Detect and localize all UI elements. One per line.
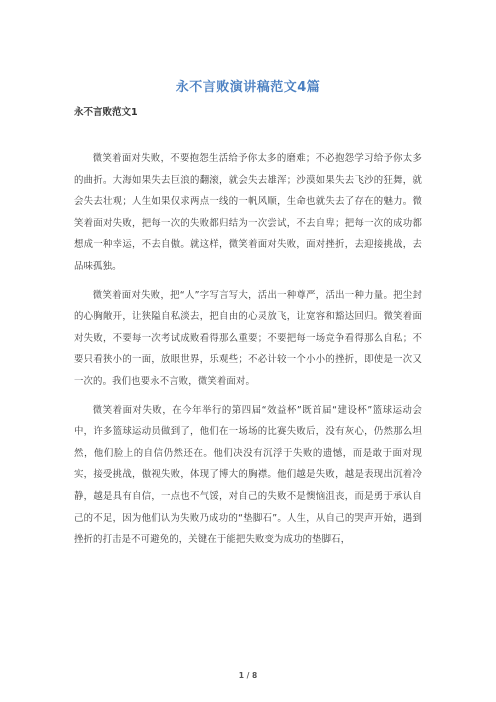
section-heading: 永不言败范文1 <box>74 107 138 118</box>
page-number: 1 / 8 <box>238 671 258 680</box>
page-title: 永不言败演讲稿范文4篇 <box>175 80 321 95</box>
document-body <box>74 148 422 551</box>
paragraph-3: 微笑着面对失败，在今年举行的第四届“效益杯”既首届“建设杯”篮球运动会中，许多篮球运动员做到了，他们在一场场的比赛失败后，没有灰心，仍然那么坦然，他们脸上的自信仍然还在。他们决没有沉浮于失败的遗憾，而是敢于面对现实，接受挑战，傲视失败，体现了博大的胸襟。他们越是失败，越是表现出沉着冷静，越是具有自信，一点也不气馁，对自己的失败不是懊恼沮丧，而是勇于承认自己的不足，因为他们认为失败乃成功的“垫脚石”。人生，从自己的哭声开始，遇到挫折的打击是不可避免的，关键在于能把失败变为成功的垫脚石， <box>74 404 422 546</box>
paragraph-1: 微笑着面对失败，不要抱怨生活给予你太多的磨难；不必抱怨学习给予你太多的曲折。大海如果失去巨浪的翻滚，就会失去雄浑；沙漠如果失去飞沙的狂舞，就会失去壮观；人生如果仅求两点一线的一帆风顺，生命也就失去了存在的魅力。微笑着面对失败，把每一次的失败都归结为一次尝试，不去自卑；把每一次的成功都想成一种幸运，不去自傲。就这样，微笑着面对失败，面对挫折，去迎接挑战，去品味孤独。 <box>74 153 422 272</box>
paragraph-2: 微笑着面对失败，把“人”字写言写大，活出一种尊严，活出一种力量。把尘封的心胸敞开，让狭隘自私淡去，把自由的心灵放飞，让宽容和豁达回归。微笑着面对失败，不要每一次考试成败看得那么重要；不要把每一场竞争看得那么自私；不要只看狭小的一面，放眼世界，乐观些；不必计较一个小小的挫折，即使是一次又一次的。我们也要永不言败，微笑着面对。 <box>74 289 422 387</box>
